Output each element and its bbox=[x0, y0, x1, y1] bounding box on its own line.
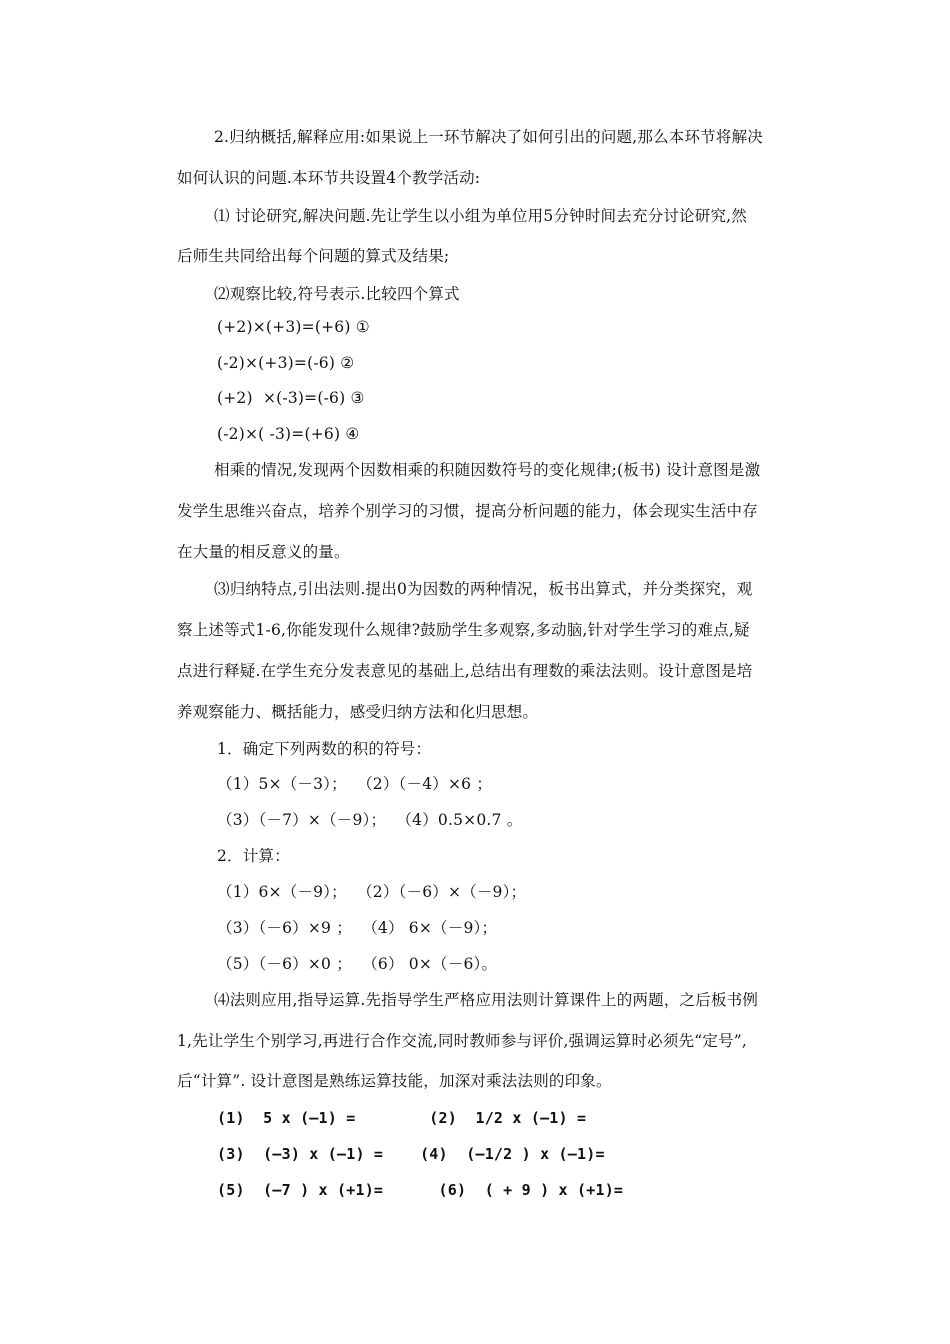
paragraph-line: 后师生共同给出每个问题的算式及结果; bbox=[177, 247, 450, 265]
exercise-heading: 2．计算： bbox=[217, 847, 290, 865]
exercise-line: （3）（－7）×（－9）； （4）0.5×0.7 。 bbox=[217, 811, 523, 829]
paragraph-line: 点进行释疑.在学生充分发表意见的基础上,总结出有理数的乘法法则。设计意图是培 bbox=[177, 662, 753, 680]
paragraph-line: ⑶归纳特点,引出法则.提出0为因数的两种情况，板书出算式，并分类探究，观 bbox=[214, 580, 753, 598]
paragraph-line: 在大量的相反意义的量。 bbox=[177, 543, 350, 561]
paragraph-line: 发学生思维兴奋点，培养个别学习的习惯，提高分析问题的能力，体会现实生活中存 bbox=[177, 502, 758, 520]
exercise-heading: 1．确定下列两数的积的符号： bbox=[217, 740, 432, 758]
exercise-line: (3) (—3) x (—1) = (4) (—1/2 ) x (—1)= bbox=[217, 1145, 605, 1163]
paragraph-line: 2.归纳概括,解释应用:如果说上一环节解决了如何引出的问题,那么本环节将解决 bbox=[214, 128, 763, 146]
paragraph-line: ⑷法则应用,指导运算.先指导学生严格应用法则计算课件上的两题，之后板书例 bbox=[214, 991, 759, 1009]
paragraph-line: 察上述等式1-6,你能发现什么规律?鼓励学生多观察,多动脑,针对学生学习的难点,疑 bbox=[177, 621, 750, 639]
paragraph-line: 后“计算”. 设计意图是熟练运算技能，加深对乘法法则的印象。 bbox=[177, 1072, 612, 1090]
paragraph-line: 如何认识的问题.本环节共设置4个教学活动: bbox=[177, 169, 481, 187]
equation-line: (+2)×(+3)=(+6) ① bbox=[217, 318, 370, 336]
paragraph-line: 1,先让学生个别学习,再进行合作交流,同时教师参与评价,强调运算时必须先“定号”, bbox=[177, 1032, 748, 1050]
exercise-line: (5) (—7 ) x (+1)= (6) ( + 9 ) x (+1)= bbox=[217, 1181, 624, 1199]
paragraph-line: ⑴ 讨论研究,解决问题.先让学生以小组为单位用5分钟时间去充分讨论研究,然 bbox=[214, 207, 747, 225]
paragraph-line: 养观察能力、概括能力，感受归纳方法和化归思想。 bbox=[177, 703, 539, 721]
exercise-line: （1）5×（－3）； （2）（－4）×6 ； bbox=[217, 775, 493, 793]
equation-line: (-2)×( -3)=(+6) ④ bbox=[217, 425, 360, 443]
exercise-line: (1) 5 x (—1) = (2) 1/2 x (—1) = bbox=[217, 1109, 587, 1127]
exercise-line: （5）（－6）×0 ； （6） 0×（－6）。 bbox=[217, 955, 498, 973]
equation-line: (+2) ×(-3)=(-6) ③ bbox=[217, 389, 365, 407]
exercise-line: （3）（－6）×9 ； （4） 6×（－9）； bbox=[217, 919, 498, 937]
paragraph-line: ⑵观察比较,符号表示.比较四个算式 bbox=[214, 285, 460, 303]
exercise-line: （1）6×（－9）； （2）（－6）×（－9）； bbox=[217, 883, 527, 901]
paragraph-line: 相乘的情况,发现两个因数相乘的积随因数符号的变化规律;(板书) 设计意图是激 bbox=[214, 461, 761, 479]
equation-line: (-2)×(+3)=(-6) ② bbox=[217, 354, 355, 372]
